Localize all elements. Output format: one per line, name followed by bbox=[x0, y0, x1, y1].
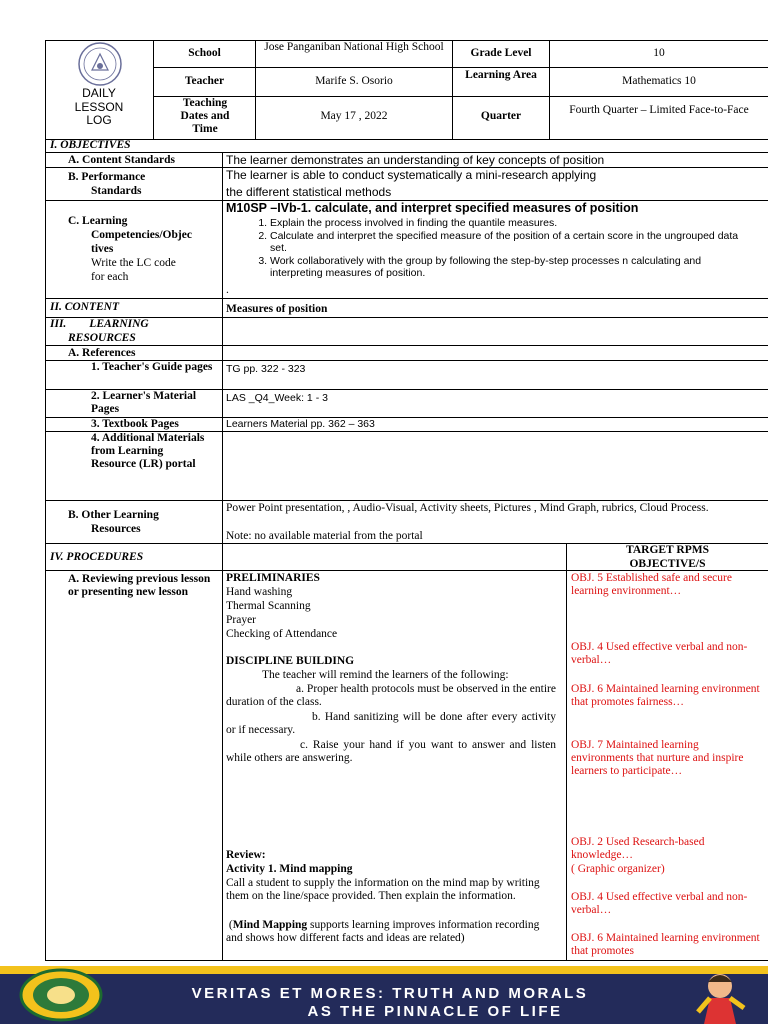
school-label: School bbox=[188, 47, 221, 59]
target-heading-2: OBJECTIVE/S bbox=[629, 558, 706, 570]
rpms-obj-2: OBJ. 2 Used Research-based knowledge… bbox=[571, 836, 705, 861]
competency-note-1: Write the LC code bbox=[91, 257, 176, 269]
prelim-item: Hand washing bbox=[226, 586, 293, 598]
discipline-c bbox=[226, 739, 556, 765]
school-value: Jose Panganiban National High School bbox=[264, 41, 444, 53]
logo-line-2: LESSON bbox=[74, 99, 124, 114]
mind-open-paren: ( bbox=[228, 919, 233, 931]
discipline-intro: The teacher will remind the learners of the following: bbox=[262, 669, 509, 681]
logo-line-1: DAILY bbox=[82, 86, 116, 100]
competency-label-2: Competencies/Objec bbox=[91, 229, 192, 241]
discipline-b-text: b. Hand sanitizing will be done after every activity or if necessary. bbox=[226, 711, 556, 736]
discipline-heading: DISCIPLINE BUILDING bbox=[226, 655, 355, 667]
logo-title bbox=[46, 87, 152, 128]
competency-item: 2. Calculate and interpret the specified measure of the position of a certain score in the ungrouped data set. bbox=[270, 230, 750, 255]
rpms-obj-6: OBJ. 6 Maintained learning environment that promotes fairness… bbox=[571, 683, 760, 708]
other-value-2: Note: no available material from the portal bbox=[226, 530, 423, 542]
rpms-obj-2-note: ( Graphic organizer) bbox=[571, 863, 665, 875]
resources-heading-2: RESOURCES bbox=[68, 332, 136, 344]
teacher-value: Marife S. Osorio bbox=[315, 75, 393, 87]
procedure-a-text: A. Reviewing previous lesson or presenting new lesson bbox=[68, 573, 211, 598]
area-value: Mathematics 10 bbox=[622, 75, 696, 87]
mind-mapping-text: supports learning improves information recording and shows how different facts and ideas are related) bbox=[226, 919, 540, 944]
mind-mapping-bold: Mind Mapping bbox=[232, 919, 308, 931]
other-label-2: Resources bbox=[91, 523, 141, 535]
prelim-item: Checking of Attendance bbox=[226, 628, 338, 640]
footer-motto bbox=[110, 985, 670, 1021]
prelim-item: Thermal Scanning bbox=[226, 600, 311, 612]
discipline-c-text: c. Raise your hand if you want to answer and listen while others are answering. bbox=[226, 739, 556, 764]
procedures-heading: IV. PROCEDURES bbox=[50, 551, 144, 563]
deped-logo bbox=[72, 42, 128, 86]
logo-line-3: LOG bbox=[86, 113, 112, 127]
objectives-heading: I. OBJECTIVES bbox=[50, 139, 131, 151]
tb-value: Learners Material pp. 362 – 363 bbox=[226, 418, 375, 430]
resources-heading-1: III. LEARNING bbox=[50, 318, 149, 330]
review-heading: Review: bbox=[226, 849, 266, 861]
other-label-1: B. Other Learning bbox=[68, 509, 159, 521]
performance-label-1: B. Performance bbox=[68, 171, 146, 183]
activity-heading: Activity 1. Mind mapping bbox=[226, 863, 353, 875]
additional-label: 4. Additional Materials from Learning Resource (LR) portal bbox=[91, 432, 205, 470]
footer-motto-line-2: AS THE PINNACLE OF LIFE bbox=[307, 1003, 563, 1020]
preliminaries-heading: PRELIMINARIES bbox=[226, 572, 320, 584]
discipline-b bbox=[226, 711, 556, 737]
competency-title: M10SP –IVb-1. calculate, and interpret specified measures of position bbox=[226, 201, 639, 215]
rpms-obj-5: OBJ. 5 Established safe and secure learning environment… bbox=[571, 572, 732, 597]
references-label: A. References bbox=[68, 347, 136, 359]
rpms-obj-4: OBJ. 4 Used effective verbal and non-verbal… bbox=[571, 641, 748, 666]
prelim-item: Prayer bbox=[226, 614, 257, 626]
dates-label: Teaching Dates and Time bbox=[180, 97, 230, 135]
tg-label: 1. Teacher's Guide pages bbox=[91, 361, 213, 373]
competency-note-2: for each bbox=[91, 271, 129, 283]
teacher-label: Teacher bbox=[184, 75, 225, 87]
discipline-a-text: a. Proper health protocols must be observed in the entire duration of the class. bbox=[226, 683, 556, 708]
mascot-icon bbox=[690, 968, 750, 1024]
performance-label-2: Standards bbox=[91, 185, 142, 197]
activity-text: Call a student to supply the information on the mind map by writing them on the line/space provided. Then explain the information. bbox=[226, 877, 540, 902]
footer-motto-line-1: VERITAS ET MORES: TRUTH AND MORALS bbox=[191, 985, 589, 1002]
grade-label: Grade Level bbox=[470, 47, 532, 59]
competency-list bbox=[250, 217, 750, 280]
quarter-label: Quarter bbox=[480, 110, 522, 122]
lm-label: 2. Learner's Material Pages bbox=[91, 390, 197, 415]
procedure-a-label bbox=[68, 573, 218, 599]
school-seal-icon bbox=[18, 968, 104, 1022]
mind-mapping-note bbox=[226, 919, 556, 945]
competency-item: 1. Explain the process involved in finding the quantile measures. bbox=[270, 217, 750, 230]
quarter-value: Fourth Quarter – Limited Face-to-Face bbox=[569, 104, 749, 116]
rpms-obj-6b: OBJ. 6 Maintained learning environment that promotes bbox=[571, 932, 760, 957]
competency-dot: . bbox=[226, 284, 229, 296]
competency-label-3: tives bbox=[91, 243, 114, 255]
area-label: Learning Area bbox=[465, 69, 537, 81]
competency-item: 3. Work collaboratively with the group by following the step-by-step processes n calculating and interpreting measures of position. bbox=[270, 255, 750, 280]
content-value: Measures of position bbox=[226, 303, 328, 315]
other-value-1: Power Point presentation, , Audio-Visual, Activity sheets, Pictures , Mind Graph, rubrics, Cloud Process. bbox=[226, 502, 709, 514]
performance-value-1: The learner is able to conduct systematically a mini-research applying bbox=[226, 168, 597, 182]
tb-label: 3. Textbook Pages bbox=[91, 418, 179, 430]
tg-value: TG pp. 322 - 323 bbox=[226, 363, 306, 375]
grade-value: 10 bbox=[653, 47, 665, 59]
dates-value: May 17 , 2022 bbox=[320, 110, 388, 122]
discipline-a bbox=[226, 683, 556, 709]
performance-value-2: the different statistical methods bbox=[226, 185, 392, 199]
footer-stripe bbox=[0, 966, 768, 974]
content-standards-label: A. Content Standards bbox=[68, 154, 176, 166]
competency-label-1: C. Learning bbox=[68, 215, 128, 227]
lm-value: LAS _Q4_Week: 1 - 3 bbox=[226, 392, 328, 404]
content-standards-value: The learner demonstrates an understanding of key concepts of position bbox=[226, 153, 605, 167]
content-heading: II. CONTENT bbox=[50, 301, 120, 313]
target-heading-1: TARGET RPMS bbox=[626, 544, 709, 556]
rpms-obj-7: OBJ. 7 Maintained learning environments that nurture and inspire learners to participate… bbox=[571, 739, 744, 777]
rpms-obj-4b: OBJ. 4 Used effective verbal and non-verbal… bbox=[571, 891, 748, 916]
